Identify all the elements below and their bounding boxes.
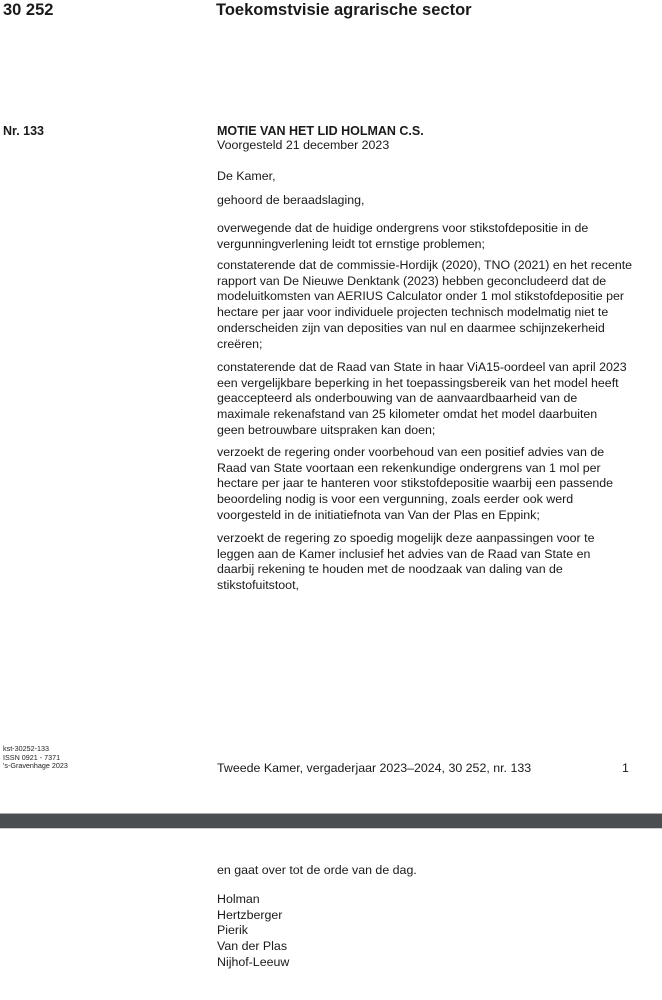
paragraph: verzoekt de regering onder voorbehoud van een positief advies van de Raad van State voortaan een rekenkundige ondergrens van 1 mol per hectare per jaar te hanteren voor stikstofdepositie waarbij een passende beoordeling nodig is voor een vergunning, zoals eerder ook werd voorgesteld in de initiatiefnota van Van der Plas en Eppink;	[217, 445, 614, 522]
page-separator	[0, 813, 662, 829]
motion-title: MOTIE VAN HET LID HOLMAN C.S.	[217, 124, 424, 138]
signatory: Pierik	[217, 923, 248, 938]
paragraph: overwegende dat de huidige ondergrens voor stikstofdepositie in de vergunningverlening leidt tot ernstige problemen;	[217, 221, 589, 251]
dossier-number: 30 252	[3, 1, 54, 19]
paragraph: verzoekt de regering zo spoedig mogelijk deze aanpassingen voor te leggen aan de Kamer inclusief het advies van de Raad van State en daarbij rekening te houden met de noodzaak van daling van de stikstofuitstoot,	[217, 531, 595, 593]
paragraph: gehoord de beraadslaging,	[217, 193, 365, 207]
document-number: Nr. 133	[3, 124, 45, 138]
signatory: Van der Plas	[217, 939, 288, 954]
paragraph: constaterende dat de Raad van State in haar ViA15-oordeel van april 2023 een vergelijkbare beperking in het toepassingsbereik van het model heeft geaccepteerd als onderbouwing van de aanvaardbaarheid van de maximale rekenafstand van 25 kilometer omdat het model daarbuiten geen betrouwbare uitspraken kan doen;	[217, 360, 627, 437]
proposed-date: Voorgesteld 21 december 2023	[217, 138, 390, 152]
salutation: De Kamer,	[217, 169, 276, 183]
footer-citation: Tweede Kamer, vergaderjaar 2023–2024, 30 252, nr. 133	[217, 761, 532, 775]
page-number: 1	[622, 761, 629, 775]
paragraph: constaterende dat de commissie-Hordijk (2020), TNO (2021) en het recente rapport van De Nieuwe Denktank (2023) hebben geconcludeerd dat de modeluitkomsten van AERIUS Calculator onder 1 mol stikstofdepositie per hectare per jaar voor individuele projecten technisch modelmatig niet te onderscheiden zijn van deposities van nul en daarmee schijnzekerheid creëren;	[217, 258, 633, 351]
document-series-title: Toekomstvisie agrarische sector	[216, 1, 472, 19]
signatory: Nijhof-Leeuw	[217, 954, 290, 969]
document-metadata: kst-30252-133 ISSN 0921 - 7371 's-Gravenhage 2023	[3, 744, 68, 771]
signatory: Hertzberger	[217, 907, 283, 922]
signatories-list	[217, 892, 647, 971]
signatory: Holman	[217, 892, 260, 906]
closing-statement: en gaat over tot de orde van de dag.	[217, 863, 417, 877]
